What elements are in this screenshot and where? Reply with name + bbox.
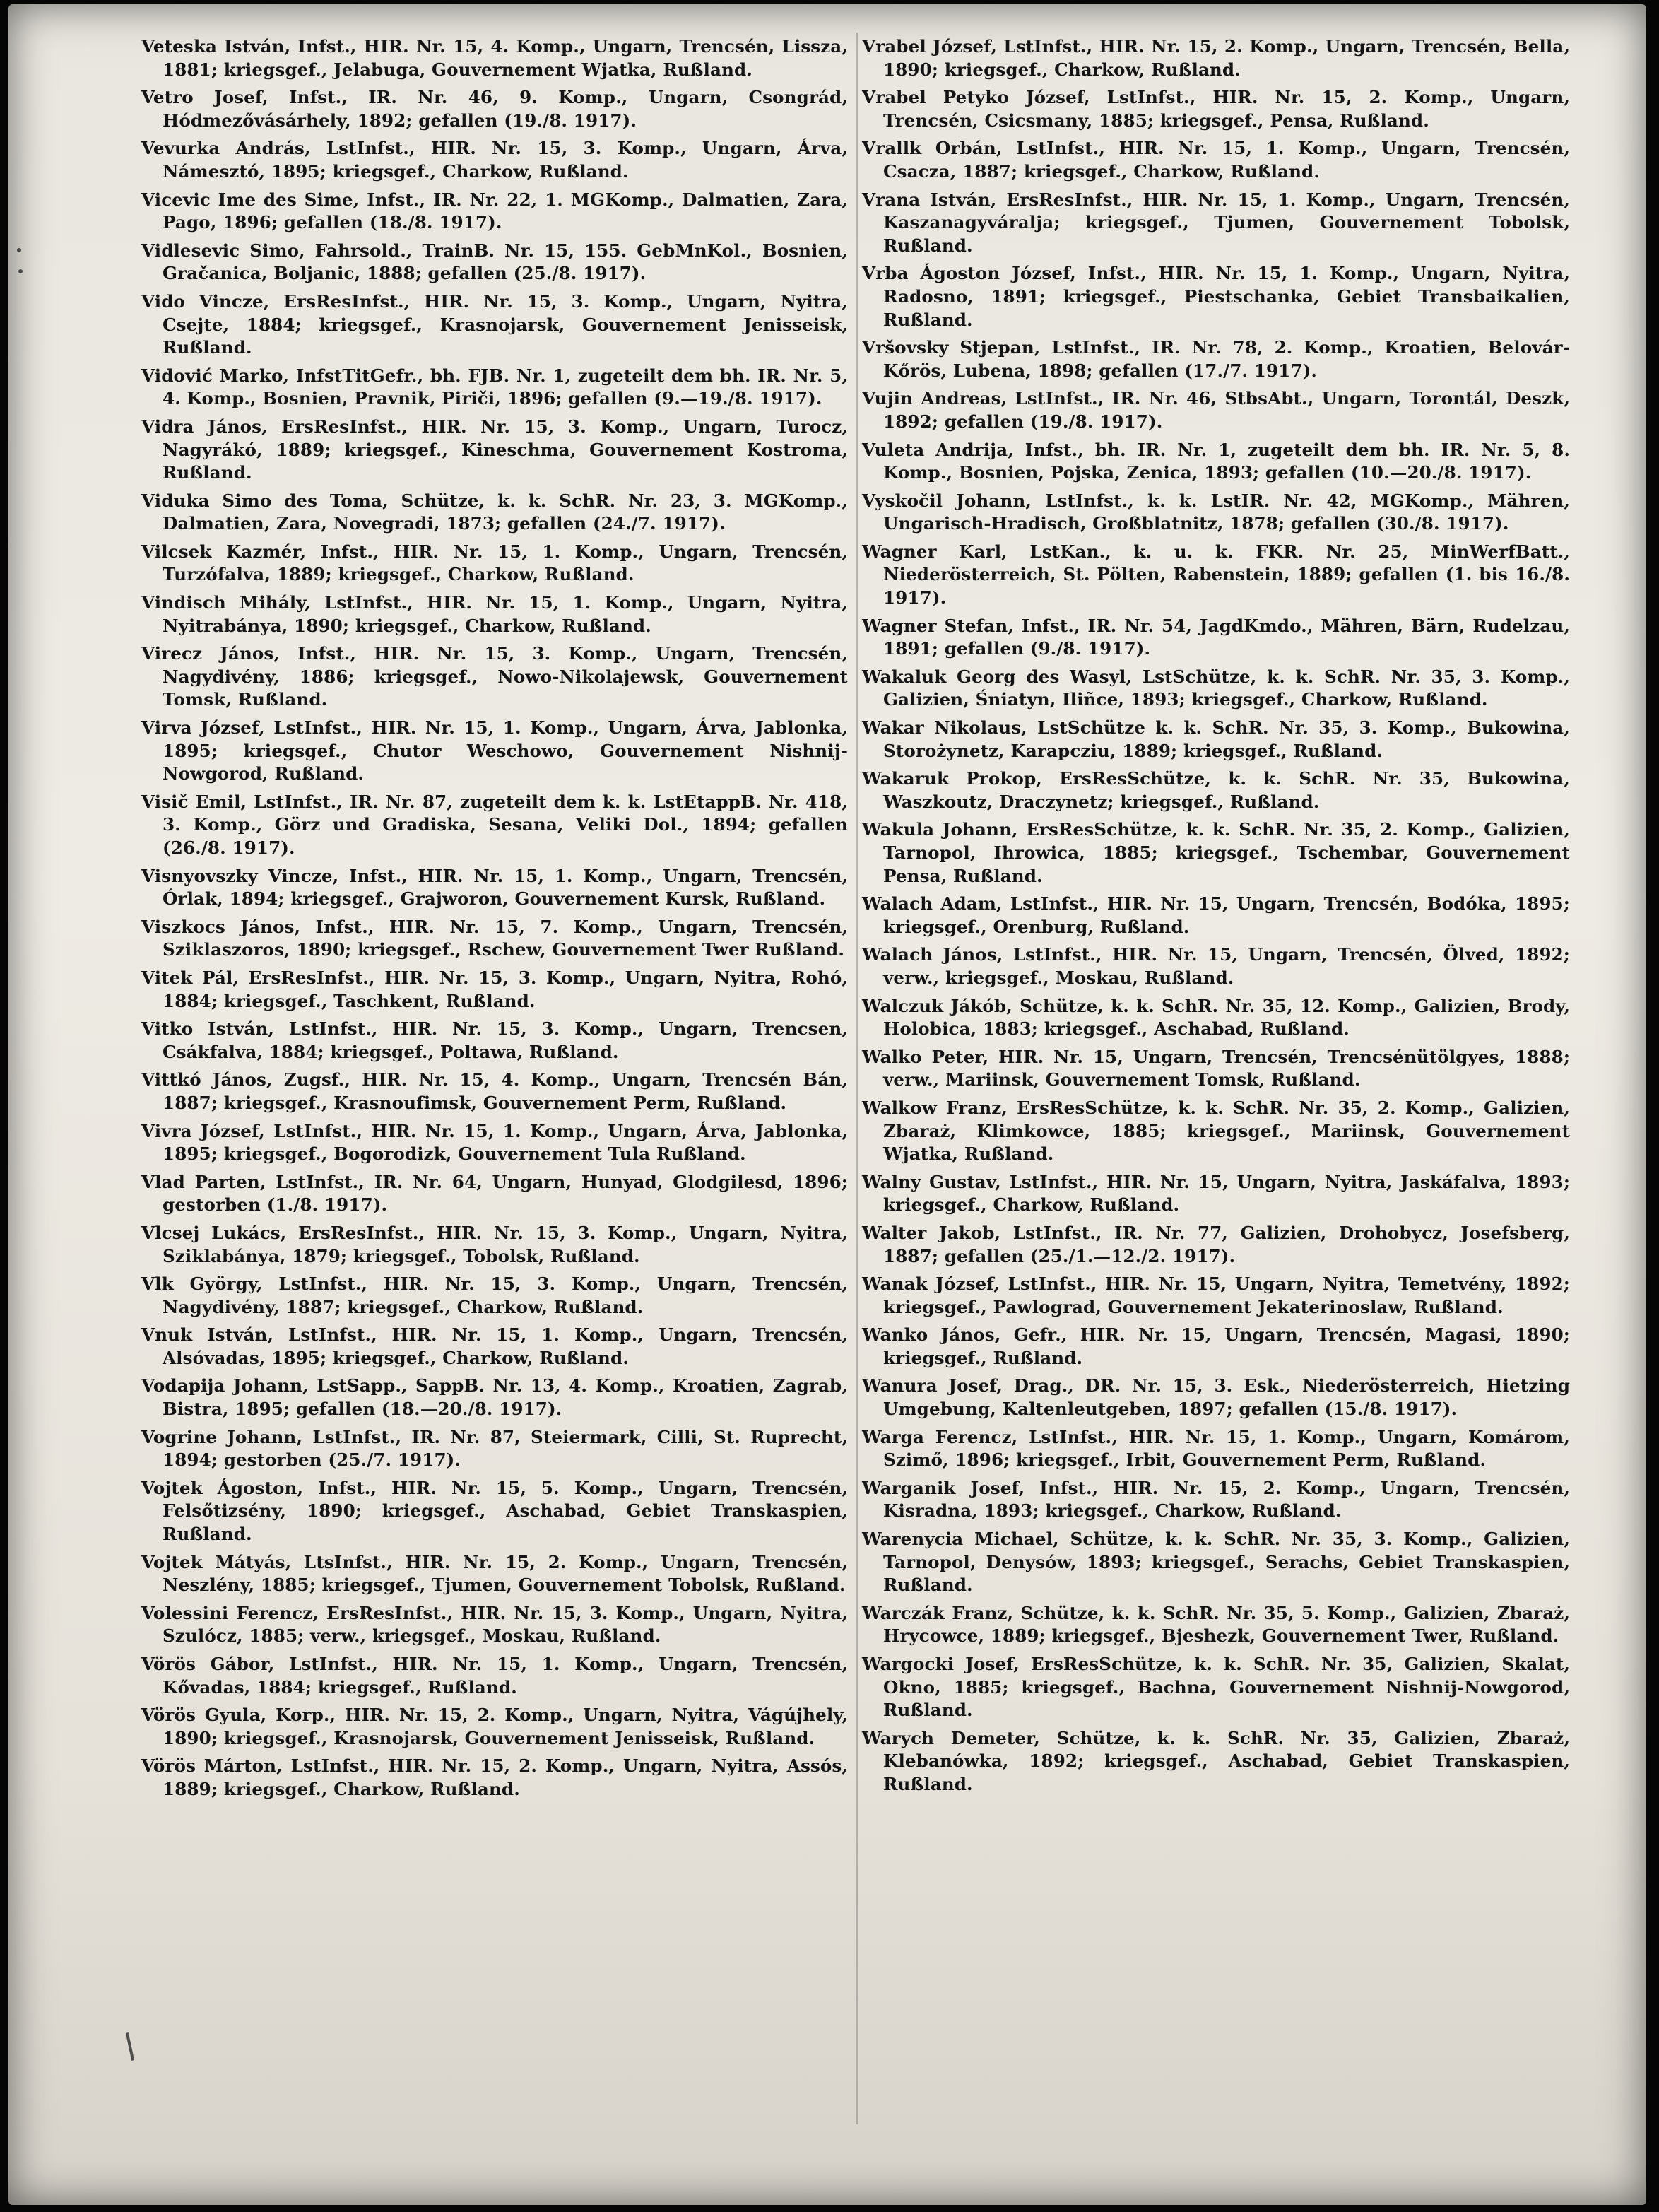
register-entry xyxy=(862,262,1570,331)
entry-name: Vidra János, xyxy=(141,416,268,437)
entry-details: LstInfst., HIR. Nr. 15, 3. Komp., Ungarn, Trencsén, Nagydivény, 1887; kriegsgef., Charkow, Rußland. xyxy=(163,1273,848,1317)
entry-details: LstInfst., HIR. Nr. 15, 2. Komp., Ungarn, Nyitra, Assós, 1889; kriegsgef., Charkow, Rußland. xyxy=(163,1755,848,1799)
entry-details: LstInfst., HIR. Nr. 15, 1. Komp., Ungarn, Trencsén, Kővadas, 1884; kriegsgef., Rußland. xyxy=(163,1654,848,1698)
entry-name: Vrallk Orbán, xyxy=(862,138,1003,159)
entry-name: Virva József, xyxy=(141,717,265,739)
register-entry xyxy=(141,365,848,411)
entry-name: Warenycia Michael, xyxy=(862,1529,1059,1550)
entry-name: Walkow Franz, xyxy=(862,1097,1008,1118)
entry-details: Zugsf., HIR. Nr. 15, 4. Komp., Ungarn, Trencsén Bán, 1887; kriegsgef., Krasnoufimsk, Gouvernement Perm, Rußland. xyxy=(163,1069,848,1113)
entry-details: LstInfst., IR. Nr. 64, Ungarn, Hunyad, Glodgilesd, 1896; gestorben (1./8. 1917). xyxy=(163,1171,848,1216)
entry-name: Vireсz János, xyxy=(141,643,281,664)
entry-details: ErsResSchütze, k. k. SchR. Nr. 35, 2. Komp., Galizien, Tarnopol, Ihrowica, 1885; kriegsgef., Tschembar, Gouvernement Pensa, Rußland. xyxy=(883,819,1570,886)
register-entry xyxy=(862,1602,1570,1648)
entry-details: LstInfst., HIR. Nr. 15, Ungarn, Nyitra, Temetvény, 1892; kriegsgef., Pawlograd, Gouvernement Jekaterinoslaw, Rußland. xyxy=(883,1273,1570,1317)
entry-name: Vrabel József, xyxy=(862,36,997,57)
register-entry xyxy=(141,865,848,911)
entry-name: Vilcsek Kazmér, xyxy=(141,541,307,562)
register-entry xyxy=(141,967,848,1013)
entry-name: Viszkocs János, xyxy=(141,916,301,937)
register-entry xyxy=(141,86,848,132)
register-entry xyxy=(141,490,848,536)
register-entry xyxy=(141,1653,848,1699)
entry-details: Gefr., HIR. Nr. 15, Ungarn, Trencsén, Magasi, 1890; kriegsgef., Rußland. xyxy=(883,1324,1570,1368)
entry-details: InfstTitGefr., bh. FJB. Nr. 1, zugeteilt dem bh. IR. Nr. 5, 4. Komp., Bosnien, Pravnik, Piriči, 1896; gefallen (9.—19./8. 1917). xyxy=(163,365,848,409)
margin-dot xyxy=(18,269,23,273)
entry-details: ErsResInfst., HIR. Nr. 15, 3. Komp., Ungarn, Nyitra, Csejte, 1884; kriegsgef., Krasnojarsk, Gouvernement Jenisseisk, Rußland. xyxy=(163,290,848,358)
entry-details: LstInfst., HIR. Nr. 15, Ungarn, Trencsén, Bodóka, 1895; kriegsgef., Orenburg, Rußland. xyxy=(883,893,1570,937)
register-entry xyxy=(862,336,1570,382)
entry-details: LstInfst., k. k. LstIR. Nr. 42, MGKomp., Mähren, Ungarisch-Hradisch, Großblatnitz, 1878; gefallen (30./8. 1917). xyxy=(883,490,1570,534)
entry-details: LstInfst., HIR. Nr. 15, 3. Komp., Ungarn, Árva, Námesztó, 1895; kriegsgef., Charkow, Rußland. xyxy=(163,138,848,182)
register-entry xyxy=(141,1602,848,1648)
register-entry xyxy=(141,1477,848,1546)
register-entry xyxy=(141,916,848,962)
entry-name: Warga Ferencz, xyxy=(862,1426,1018,1447)
entry-details: LstInfst., IR. Nr. 87, zugeteilt dem k. k. LstEtappB. Nr. 418, 3. Komp., Görz und Gradiska, Sesana, Veliki Dol., 1894; gefallen (26./8. 1917). xyxy=(163,791,848,858)
register-entry xyxy=(862,490,1570,536)
register-entry xyxy=(862,717,1570,763)
register-entry xyxy=(862,666,1570,712)
entry-details: ErsResSchütze, k. k. SchR. Nr. 35, Bukowina, Waszkoutz, Draczynetz; kriegsgef., Rußland. xyxy=(883,768,1570,812)
register-entry xyxy=(862,137,1570,183)
register-entry xyxy=(862,1375,1570,1420)
entry-name: Vujin Andreas, xyxy=(862,388,1008,409)
entry-details: Korp., HIR. Nr. 15, 2. Komp., Ungarn, Nyitra, Vágújhely, 1890; kriegsgef., Krasnojarsk, Gouvernement Jenisseisk, Rußland. xyxy=(163,1705,848,1748)
entry-details: Fahrsold., TrainB. Nr. 15, 155. GebMnKol., Bosnien, Gračanica, Boljanic, 1888; gefallen (25./8. 1917). xyxy=(163,240,848,284)
entry-name: Wanak József, xyxy=(862,1273,1000,1295)
entry-name: Veteska István, xyxy=(141,36,291,57)
register-entry xyxy=(862,1273,1570,1319)
register-entry xyxy=(862,1324,1570,1370)
entry-name: Vidović Marko, xyxy=(141,365,290,386)
entry-details: LstInfst., HIR. Nr. 15, 3. Komp., Ungarn, Trencsen, Csákfalva, 1884; kriegsgef., Poltawa, Rußland. xyxy=(163,1018,848,1062)
entry-details: Infst., HIR. Nr. 15, 1. Komp., Ungarn, Trencsén, Turzófalva, 1889; kriegsgef., Charkow, Rußland. xyxy=(163,541,848,585)
entry-name: Vrba Ágoston József, xyxy=(862,263,1076,284)
entry-details: Infst., HIR. Nr. 15, 1. Komp., Ungarn, Trencsén, Órlak, 1894; kriegsgef., Grajworon, Gouvernement Kursk, Rußland. xyxy=(163,865,848,910)
entry-name: Wakula Johann, xyxy=(862,819,1018,840)
entry-name: Walczuk Jákób, xyxy=(862,995,1012,1016)
entry-name: Vnuk István, xyxy=(141,1324,274,1346)
register-entry xyxy=(141,1375,848,1420)
register-entry xyxy=(141,240,848,286)
entry-details: LstInfst., HIR. Nr. 15, 1. Komp., Ungarn, Árva, Jablonka, 1895; kriegsgef., Bogorodizk, Gouvernement Tula Rußland. xyxy=(163,1120,848,1165)
register-entry xyxy=(141,1324,848,1370)
register-entry xyxy=(141,1069,848,1114)
entry-name: Vidlesevic Simo, xyxy=(141,240,305,261)
entry-details: LstInfst., IR. Nr. 78, 2. Komp., Kroatien, Belovár-Kőrös, Lubena, 1898; gefallen (17./7. 1917). xyxy=(883,337,1570,381)
entry-name: Vuleta Andrija, xyxy=(862,439,1014,460)
register-entry xyxy=(141,35,848,81)
entry-details: Infst., bh. IR. Nr. 1, zugeteilt dem bh. IR. Nr. 5, 8. Komp., Bosnien, Pojska, Zenica, 1893; gefallen (10.—20./8. 1917). xyxy=(883,439,1570,483)
entry-details: Infst., HIR. Nr. 15, 2. Komp., Ungarn, Trencsén, Kisradna, 1893; kriegsgef., Charkow, Rußland. xyxy=(883,1477,1570,1522)
entry-details: LstInfst., HIR. Nr. 15, Ungarn, Nyitra, Jaskáfalva, 1893; kriegsgef., Charkow, Rußland. xyxy=(883,1171,1570,1216)
entry-details: LstInfst., HIR. Nr. 15, 1. Komp., Ungarn, Árva, Jablonka, 1895; kriegsgef., Chutor Weschowo, Gouvernement Nishnij-Nowgorod, Rußland. xyxy=(163,717,848,784)
entry-details: LstKan., k. u. k. FKR. Nr. 25, MinWerfBatt., Niederösterreich, St. Pölten, Rabenstein, 1889; gefallen (1. bis 16./8. 1917). xyxy=(883,541,1570,608)
entry-name: Wakaruk Prokop, xyxy=(862,768,1042,789)
register-entry xyxy=(862,1097,1570,1166)
entry-name: Vojtek Ágoston, xyxy=(141,1477,304,1498)
entry-details: Infst., HIR. Nr. 15, 7. Komp., Ungarn, Trencsén, Sziklaszoros, 1890; kriegsgef., Rschew, Gouvernement Twer Rußland. xyxy=(163,916,848,960)
entry-name: Vörös Gábor, xyxy=(141,1654,275,1674)
entry-name: Wanko János, xyxy=(862,1324,1001,1346)
entry-name: Wakar Nikolaus, xyxy=(862,717,1027,739)
right-column xyxy=(862,35,1570,1801)
entry-details: Drag., DR. Nr. 15, 3. Esk., Niederösterreich, Hietzing Umgebung, Kaltenleutgeben, 1897; gefallen (15./8. 1917). xyxy=(883,1375,1570,1420)
register-entry xyxy=(141,1120,848,1166)
entry-details: Schütze, k. k. SchR. Nr. 35, 3. Komp., Galizien, Tarnopol, Denysów, 1893; kriegsgef., Serachs, Gebiet Transkaspien, Rußland. xyxy=(883,1529,1571,1596)
register-entry xyxy=(862,35,1570,81)
register-entry xyxy=(141,416,848,485)
register-entry xyxy=(141,1704,848,1750)
entry-name: Vetro Josef, xyxy=(141,87,268,108)
entry-details: LstInfst., HIR. Nr. 15, 1. Komp., Ungarn, Nyitra, Nyitrabánya, 1890; kriegsgef., Charkow, Rußland. xyxy=(163,592,849,636)
entry-details: LstInfst., IR. Nr. 46, StbsAbt., Ungarn, Torontál, Deszk, 1892; gefallen (19./8. 1917). xyxy=(883,388,1570,432)
entry-details: Infst., IR. Nr. 46, 9. Komp., Ungarn, Csongrád, Hódmezővásárhely, 1892; gefallen (19./8. 1917). xyxy=(163,87,849,131)
entry-details: Schütze, k. k. SchR. Nr. 35, Galizien, Zbaraż, Klebanówka, 1892; kriegsgef., Aschabad, Gebiet Transkaspien, Rußland. xyxy=(883,1727,1570,1794)
register-entry xyxy=(141,642,848,712)
entry-name: Vivra József, xyxy=(141,1120,265,1141)
entry-name: Vyskočil Johann, xyxy=(862,490,1032,511)
entry-name: Vido Vincze, xyxy=(141,290,270,312)
register-entry xyxy=(141,541,848,587)
entry-details: LstSapp., SappB. Nr. 13, 4. Komp., Kroatien, Zagrab, Bistra, 1895; gefallen (18.—20./8. 1917). xyxy=(163,1375,849,1420)
entry-name: Warganik Josef, xyxy=(862,1477,1025,1498)
entry-name: Vlk György, xyxy=(141,1273,263,1295)
entry-details: Infst., HIR. Nr. 15, 5. Komp., Ungarn, Trencsén, Felsőtizsény, 1890; kriegsgef., Aschabad, Gebiet Transkaspien, Rußland. xyxy=(163,1477,848,1545)
entry-details: LstInfst., HIR. Nr. 15, 2. Komp., Ungarn, Trencsén, Csicsmany, 1885; kriegsgef., Pensa, Rußland. xyxy=(883,87,1570,131)
register-entry xyxy=(141,1551,848,1597)
register-entry xyxy=(862,1426,1570,1472)
entry-details: ErsResInfst., HIR. Nr. 15, 3. Komp., Ungarn, Nyitra, Sziklabánya, 1879; kriegsgef., Tobolsk, Rußland. xyxy=(163,1222,849,1266)
register-entry xyxy=(862,995,1570,1041)
entry-details: LstInfst., IR. Nr. 87, Steiermark, Cilli, St. Ruprecht, 1894; gestorben (25./7. 1917). xyxy=(163,1426,848,1471)
register-entry xyxy=(862,767,1570,813)
register-entry xyxy=(862,1528,1570,1597)
entry-details: LstInfst., HIR. Nr. 15, 1. Komp., Ungarn, Trencsén, Csacza, 1887; kriegsgef., Charkow, Rußland. xyxy=(883,138,1570,182)
entry-name: Walter Jakob, xyxy=(862,1222,1001,1243)
entry-details: ErsResInfst., HIR. Nr. 15, 3. Komp., Ungarn, Nyitra, Szulócz, 1885; verw., kriegsgef., Moskau, Rußland. xyxy=(163,1602,848,1647)
entry-name: Vrabel Petyko József, xyxy=(862,87,1090,108)
entry-details: Schütze, k. k. SchR. Nr. 23, 3. MGKomp., Dalmatien, Zara, Novegradi, 1873; gefallen (24./7. 1917). xyxy=(163,490,848,534)
entry-name: Vindisch Mihály, xyxy=(141,592,311,613)
entry-name: Wargocki Josef, xyxy=(862,1654,1020,1674)
entry-details: Schütze, k. k. SchR. Nr. 35, 12. Komp., Galizien, Brody, Holobica, 1883; kriegsgef., Aschabad, Rußland. xyxy=(883,995,1571,1040)
entry-details: ErsResSchütze, k. k. SchR. Nr. 35, Galizien, Skalat, Okno, 1885; kriegsgef., Bachna, Gouvernement Nishnij-Nowgorod, Rußland. xyxy=(883,1654,1571,1721)
register-entry xyxy=(141,137,848,183)
register-entry xyxy=(862,1171,1570,1217)
entry-name: Wakaluk Georg des Wasyl, xyxy=(862,666,1133,687)
entry-details: Infst., HIR. Nr. 15, 1. Komp., Ungarn, Nyitra, Radosno, 1891; kriegsgef., Piestschanka, Gebiet Transbaikalien, Rußland. xyxy=(883,263,1571,330)
entry-details: ErsResInfst., HIR. Nr. 15, 3. Komp., Ungarn, Nyitra, Rohó, 1884; kriegsgef., Taschkent, Rußland. xyxy=(163,967,848,1011)
entry-details: LstInfst., HIR. Nr. 15, Ungarn, Trencsén, Ölved, 1892; verw., kriegsgef., Moskau, Rußland. xyxy=(883,944,1570,988)
entry-name: Vrana István, xyxy=(862,189,997,210)
entry-name: Vojtek Mátyás, xyxy=(141,1551,292,1572)
register-entry xyxy=(862,1046,1570,1092)
register-entry xyxy=(141,1222,848,1268)
register-entry xyxy=(141,189,848,235)
register-entry xyxy=(141,1171,848,1217)
register-entry xyxy=(862,615,1570,661)
entry-name: Wagner Karl, xyxy=(862,541,1008,562)
entry-name: Vörös Márton, xyxy=(141,1755,283,1777)
entry-name: Visič Emil, xyxy=(141,791,247,812)
entry-details: Infst., HIR. Nr. 15, 4. Komp., Ungarn, Trencsén, Lissza, 1881; kriegsgef., Jelabuga, Gouvernement Wjatka, Rußland. xyxy=(163,36,848,80)
register-entry xyxy=(862,943,1570,989)
register-entry xyxy=(862,818,1570,888)
register-entry xyxy=(141,1755,848,1801)
register-entry xyxy=(862,439,1570,485)
register-entry xyxy=(141,1018,848,1064)
entry-details: ErsResInfst., HIR. Nr. 15, 3. Komp., Ungarn, Turocz, Nagyrákó, 1889; kriegsgef., Kineschma, Gouvernement Kostroma, Rußland. xyxy=(163,416,849,483)
entry-details: Infst., HIR. Nr. 15, 3. Komp., Ungarn, Trencsén, Nagydivény, 1886; kriegsgef., Nowo-Nikolajewsk, Gouvernement Tomsk, Rußland. xyxy=(163,643,848,710)
entry-name: Vicevic Ime des Sime, xyxy=(141,189,360,210)
entry-details: LstSchütze, k. k. SchR. Nr. 35, 3. Komp., Galizien, Śniatyn, Iliñce, 1893; kriegsgef., Charkow, Rußland. xyxy=(883,666,1570,710)
entry-name: Walach Adam, xyxy=(862,893,1003,914)
register-entry xyxy=(141,791,848,860)
entry-name: Walko Peter, xyxy=(862,1046,989,1067)
entry-name: Warych Demeter, xyxy=(862,1727,1040,1748)
entry-name: Walach János, xyxy=(862,944,1003,965)
entry-name: Vršovsky Stjepan, xyxy=(862,337,1041,358)
register-entry xyxy=(141,290,848,360)
entry-name: Warczák Franz, xyxy=(862,1602,1014,1623)
entry-name: Volessini Ferencz, xyxy=(141,1602,319,1623)
entry-details: ErsResInfst., HIR. Nr. 15, 1. Komp., Ungarn, Trencsén, Kaszanagyváralja; kriegsgef., Tjumen, Gouvernement Tobolsk, Rußland. xyxy=(883,189,1570,256)
entry-name: Viduka Simo des Toma, xyxy=(141,490,389,511)
register-entry xyxy=(862,1653,1570,1722)
entry-name: Vodapija Johann, xyxy=(141,1375,309,1396)
entry-name: Vogrine Johann, xyxy=(141,1426,303,1447)
register-entry xyxy=(141,1273,848,1319)
register-entry xyxy=(862,1222,1570,1268)
entry-name: Wanura Josef, xyxy=(862,1375,1003,1396)
entry-name: Vörös Gyula, xyxy=(141,1705,267,1726)
register-entry xyxy=(862,86,1570,132)
entry-details: LstSchütze k. k. SchR. Nr. 35, 3. Komp., Bukowina, Storożynetz, Karapcziu, 1889; kriegsgef., Rußland. xyxy=(883,717,1571,761)
register-entry xyxy=(862,1477,1570,1523)
register-entry xyxy=(862,1727,1570,1796)
entry-name: Vlcsej Lukács, xyxy=(141,1222,287,1243)
entry-details: LtsInfst., HIR. Nr. 15, 2. Komp., Ungarn, Trencsén, Neszlény, 1885; kriegsgef., Tjumen, Gouvernement Tobolsk, Rußland. xyxy=(163,1551,848,1596)
entry-name: Vitko István, xyxy=(141,1018,275,1040)
register-entry xyxy=(862,541,1570,610)
entry-name: Vittkó János, xyxy=(141,1069,273,1090)
margin-mark xyxy=(126,2032,134,2061)
margin-dot xyxy=(17,248,21,252)
entry-name: Visnyovszky Vincze, xyxy=(141,865,339,886)
register-entry xyxy=(862,893,1570,939)
register-entry xyxy=(862,189,1570,258)
entry-details: LstInfst., HIR. Nr. 15, 1. Komp., Ungarn, Trencsén, Alsóvadas, 1895; kriegsgef., Charkow, Rußland. xyxy=(163,1324,848,1368)
scanned-page xyxy=(8,4,1646,2205)
register-entry xyxy=(141,717,848,786)
entry-name: Wagner Stefan, xyxy=(862,615,1014,636)
register-entry xyxy=(141,592,848,637)
entry-details: LstInfst., IR. Nr. 77, Galizien, Drohobycz, Josefsberg, 1887; gefallen (25./1.—12./2. 1917). xyxy=(883,1222,1570,1266)
left-column xyxy=(141,35,848,1806)
entry-name: Walny Gustav, xyxy=(862,1171,1001,1192)
entry-details: ErsResSchütze, k. k. SchR. Nr. 35, 2. Komp., Galizien, Zbaraż, Klimkowce, 1885; kriegsgef., Mariinsk, Gouvernement Wjatka, Rußland. xyxy=(883,1097,1570,1165)
entry-details: Schütze, k. k. SchR. Nr. 35, 5. Komp., Galizien, Zbaraż, Hrycowce, 1889; kriegsgef., Bjeshezk, Gouvernement Twer, Rußland. xyxy=(883,1602,1570,1647)
entry-details: Infst., IR. Nr. 54, JagdKmdo., Mähren, Bärn, Rudelzau, 1891; gefallen (9./8. 1917). xyxy=(883,615,1570,659)
entry-name: Vitek Pál, xyxy=(141,967,240,988)
entry-details: LstInfst., HIR. Nr. 15, 1. Komp., Ungarn, Komárom, Szimő, 1896; kriegsgef., Irbit, Gouvernement Perm, Rußland. xyxy=(883,1426,1570,1471)
entry-details: LstInfst., HIR. Nr. 15, 2. Komp., Ungarn, Trencsén, Bella, 1890; kriegsgef., Charkow, Rußland. xyxy=(883,36,1570,80)
register-entry xyxy=(141,1426,848,1472)
entry-name: Vevurka András, xyxy=(141,138,311,159)
register-entry xyxy=(862,387,1570,433)
column-divider xyxy=(856,33,858,2124)
entry-details: HIR. Nr. 15, Ungarn, Trencsén, Trencsénütölgyes, 1888; verw., Mariinsk, Gouvernement Tomsk, Rußland. xyxy=(883,1046,1570,1090)
entry-details: Infst., IR. Nr. 22, 1. MGKomp., Dalmatien, Zara, Pago, 1896; gefallen (18./8. 1917). xyxy=(163,189,848,233)
entry-name: Vlad Parten, xyxy=(141,1171,266,1192)
